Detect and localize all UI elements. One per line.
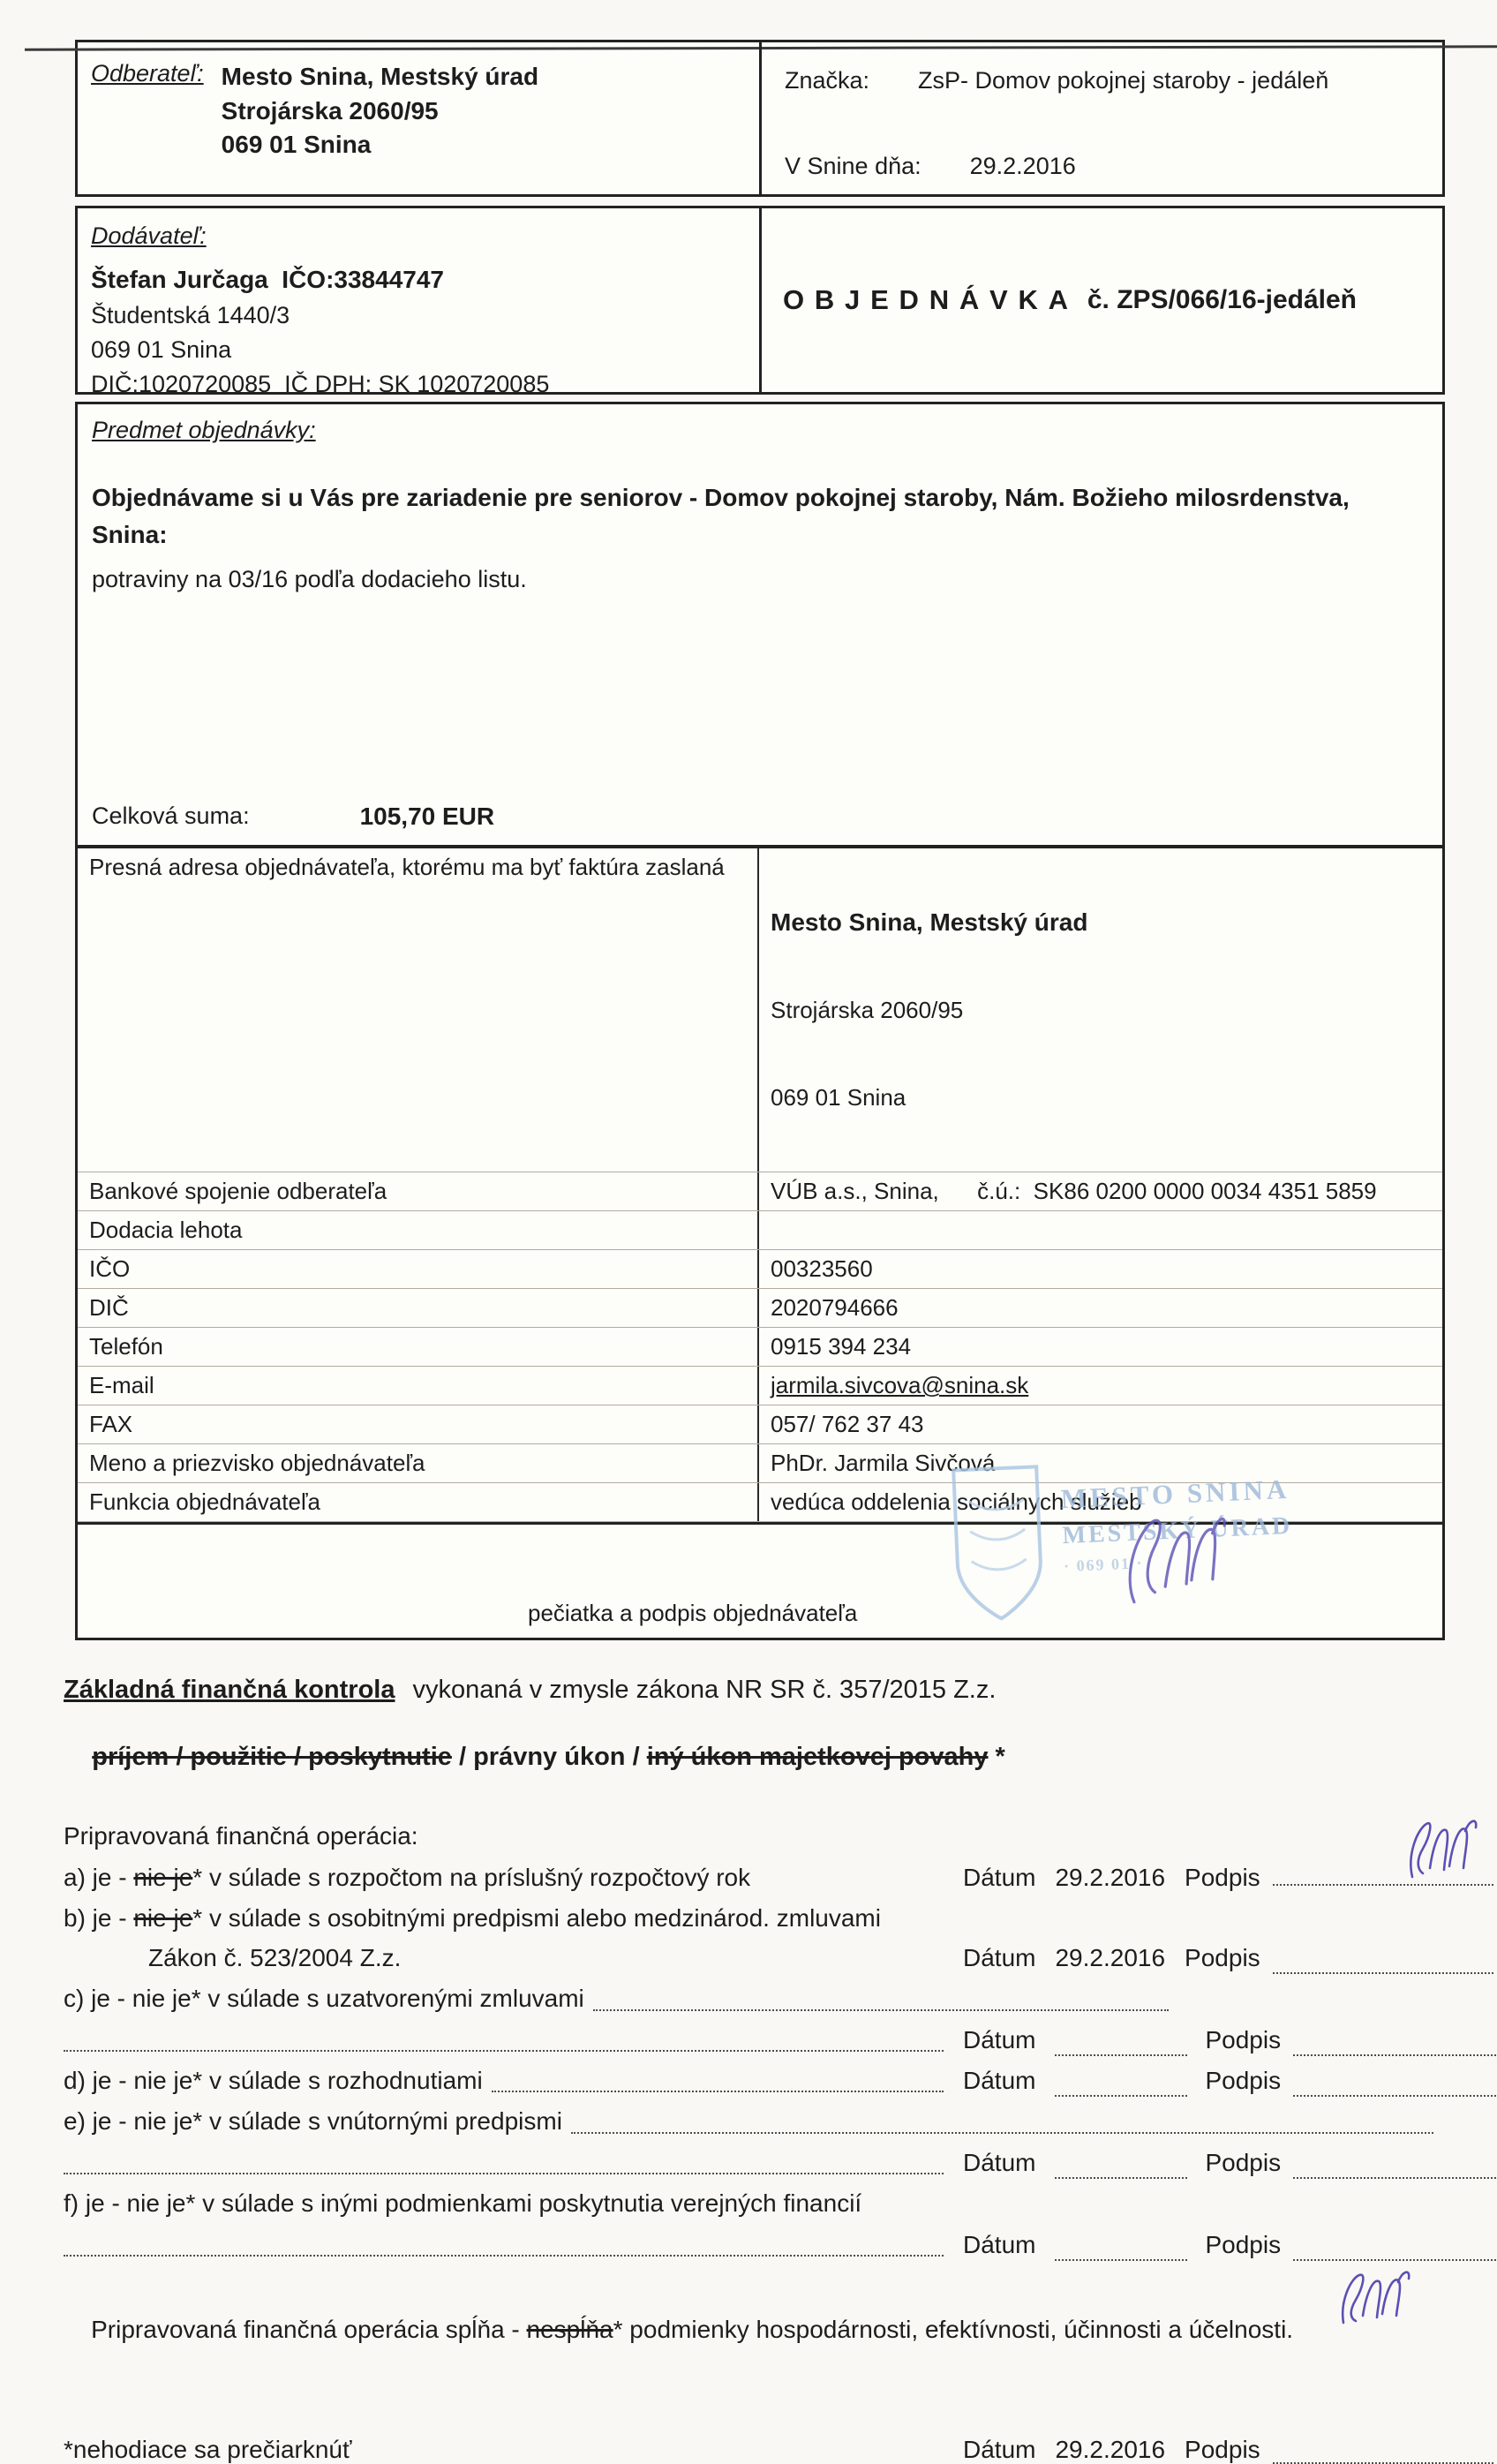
row-label: Presná adresa objednávateľa, ktorému ma byť faktúra zaslaná (89, 854, 725, 880)
item-a-sign-row (951, 1859, 1493, 1894)
invoice-address-line: Mesto Snina, Mestský úrad (771, 908, 1088, 936)
row-label: Bankové spojenie odberateľa (89, 1178, 387, 1204)
subject-line-bold: Objednávame si u Vás pre zariadenie pre seniorov - Domov pokojnej staroby, Nám. Božieho milosrdenstva, Snina: (92, 484, 1350, 548)
date-label: Dátum (963, 2230, 1036, 2258)
total-value: 105,70 EUR (359, 802, 495, 830)
row-value (757, 1211, 1442, 1249)
row-label: FAX (89, 1411, 133, 1437)
type-struck-1: príjem / použitie / poskytnutie (92, 1743, 452, 1771)
control-item-f-sign (64, 2229, 1441, 2261)
signature-dotted-line (1293, 2030, 1497, 2056)
approver-signature-graphic (1333, 2264, 1414, 2335)
stamp-shield-icon (943, 1459, 1054, 1633)
operation-types-line (64, 1714, 1441, 1801)
footnote-text: *nehodiace sa prečiarknúť (64, 2435, 352, 2463)
table-row-bank (78, 1172, 1442, 1211)
item-e-sign-row (951, 2147, 1497, 2179)
item-b-sign-row (951, 1942, 1493, 1974)
control-item-b (64, 1903, 1441, 1974)
row-value: 057/ 762 37 43 (757, 1405, 1442, 1443)
supplier-street: Študentská 1440/3 (91, 301, 290, 328)
reference-label: Značka: (785, 67, 870, 94)
row-label: Meno a priezvisko objednávateľa (89, 1450, 425, 1476)
table-row-email (78, 1367, 1442, 1405)
reference-value: ZsP- Domov pokojnej staroby - jedáleň (918, 67, 1329, 94)
dotted-fill-line (571, 2107, 1433, 2134)
control-title-row (64, 1676, 1441, 1705)
date-value: 29.2.2016 (1055, 2435, 1166, 2463)
customer-address-line: Strojárska 2060/95 (221, 96, 439, 124)
dotted-continuation (64, 2025, 951, 2056)
control-item-d (64, 2065, 1441, 2097)
date-label: Dátum (963, 2066, 1036, 2094)
final-statement: Pripravovaná finančná operácia spĺňa - nespĺňa* podmienky hospodárnosti, efektívnosti, účinnosti a účelnosti. (64, 2287, 1441, 2400)
date-label: Dátum (963, 1864, 1036, 1891)
row-value: VÚB a.s., Snina, č.ú.: SK86 0200 0000 0034 4351 5859 (757, 1172, 1442, 1210)
supplier-city: 069 01 Snina (91, 335, 232, 363)
dotted-fill-line (64, 2025, 944, 2052)
place-date-value: 29.2.2016 (969, 153, 1076, 179)
date-label: Dátum (963, 1943, 1036, 1971)
row-label: Funkcia objednávateľa (89, 1488, 320, 1515)
stamp-caption: pečiatka a podpis objednávateľa (528, 1600, 858, 1626)
customer-header-box (75, 40, 1445, 197)
item-b-law-line: Zákon č. 523/2004 Z.z. (148, 1943, 402, 1971)
customer-address (222, 60, 538, 162)
order-title-cell (759, 208, 1442, 392)
control-item-e-sign (64, 2147, 1441, 2179)
row-value-email: jarmila.sivcova@snina.sk (757, 1367, 1442, 1405)
order-number: č. ZPS/066/16-jedáleň (1087, 285, 1357, 314)
type-asterisk: * (988, 1743, 1005, 1771)
reference-cell (759, 42, 1442, 194)
dotted-fill-line (64, 2148, 944, 2174)
dotted-continuation (64, 2230, 951, 2261)
item-d-text: d) je - nie je* v súlade s rozhodnutiami (64, 2065, 951, 2097)
supplier-label: Dodávateľ: (91, 222, 207, 249)
signature-label: Podpis (1205, 2230, 1282, 2258)
city-stamp (943, 1444, 1391, 1640)
dotted-continuation (64, 2148, 951, 2179)
invoice-address-line: Strojárska 2060/95 (771, 997, 964, 1023)
customer-address-line: Mesto Snina, Mestský úrad (221, 63, 539, 90)
signature-dotted-line (1293, 2152, 1497, 2179)
signature-label: Podpis (1205, 2025, 1282, 2053)
date-value: 29.2.2016 (1055, 1864, 1166, 1891)
control-item-c (64, 1983, 1441, 2015)
order-title: OBJEDNÁVKA (783, 284, 1079, 315)
table-row-invoice-address (78, 848, 1442, 1172)
total-label: Celková suma: (92, 802, 250, 829)
table-row-delivery-term (78, 1211, 1442, 1250)
date-dotted-line (1055, 2070, 1187, 2097)
scanned-order-document (0, 40, 1497, 2463)
orderer-signature-graphic (1102, 1487, 1240, 1624)
dotted-fill-line (492, 2066, 944, 2092)
supplier-name-ico: Štefan Jurčaga IČO:33844747 (91, 266, 444, 293)
date-label: Dátum (963, 2435, 1036, 2463)
date-value: 29.2.2016 (1055, 1943, 1166, 1971)
item-c-text: c) je - nie je* v súlade s uzatvorenými zmluvami (64, 1983, 1176, 2015)
control-item-e (64, 2106, 1441, 2137)
item-c-sign-row (951, 2024, 1497, 2056)
date-label: Dátum (963, 2148, 1036, 2176)
row-value: vedúca oddelenia sociálnych služieb (757, 1483, 1442, 1521)
row-value: PhDr. Jarmila Sivčová (757, 1444, 1442, 1482)
final-sign-row (951, 2436, 1493, 2464)
subject-label: Predmet objednávky: (92, 417, 316, 443)
row-label: DIČ (89, 1294, 129, 1321)
row-label: Telefón (89, 1333, 163, 1360)
dotted-fill-line (64, 2230, 944, 2257)
control-title: Základná finančná kontrola (64, 1676, 395, 1704)
item-f-text: f) je - nie je* v súlade s inými podmienkami poskytnutia verejných financií (64, 2189, 862, 2218)
table-row-fax (78, 1405, 1442, 1444)
date-dotted-line (1055, 2152, 1187, 2179)
prepared-operation-label: Pripravovaná finančná operácia: (64, 1822, 418, 1850)
supplier-tax-ids: DIČ:1020720085 IČ DPH: SK 1020720085 (91, 370, 550, 397)
row-value: 00323560 (757, 1250, 1442, 1288)
control-item-f (64, 2188, 1441, 2219)
table-row-phone (78, 1328, 1442, 1367)
financial-control-section (64, 1676, 1441, 2464)
signature-label: Podpis (1185, 2435, 1260, 2463)
item-a-text: a) je - nie je * v súlade s rozpočtom na príslušný rozpočtový rok (64, 1864, 751, 1891)
row-label: Dodacia lehota (89, 1217, 243, 1243)
supplier-cell (78, 208, 759, 397)
table-row-ico (78, 1250, 1442, 1289)
table-row-dic (78, 1289, 1442, 1328)
customer-label: Odberateľ: (91, 60, 204, 87)
signature-label: Podpis (1185, 1864, 1260, 1891)
signature-label: Podpis (1205, 2148, 1282, 2176)
item-b-text: b) je - nie je* v súlade s osobitnými predpismi alebo medzinárod. zmluvami Zákon č. 523/2004 Z.z. (64, 1903, 951, 1974)
stamp-line2: MESTSKÝ ÚRAD (1061, 1511, 1293, 1550)
order-subject-box (75, 402, 1445, 848)
subject-line-regular: potraviny na 03/16 podľa dodacieho listu. (92, 566, 527, 592)
signature-dotted-line (1293, 2070, 1497, 2097)
signature-label: Podpis (1205, 2066, 1282, 2094)
approver-signature-graphic (1398, 1813, 1486, 1888)
stamp-line3: · 069 01 · (1063, 1554, 1144, 1576)
row-label: IČO (89, 1255, 131, 1282)
signature-dotted-line (1273, 2438, 1493, 2464)
item-e-text: e) je - nie je* v súlade s vnútornými predpismi (64, 2106, 1441, 2137)
control-item-a (64, 1859, 1441, 1894)
type-struck-2: iný úkon majetkovej povahy (646, 1743, 989, 1771)
control-subtitle: vykonaná v zmysle zákona NR SR č. 357/2015 Z.z. (412, 1676, 997, 1704)
item-f-sign-row (951, 2229, 1497, 2261)
total-row (92, 802, 494, 831)
item-d-sign-row (951, 2065, 1497, 2097)
date-dotted-line (1055, 2234, 1187, 2261)
dotted-fill-line (593, 1985, 1169, 2011)
stamp-line1: MESTO SNINA (1059, 1473, 1290, 1515)
date-dotted-line (1055, 2030, 1187, 2056)
signature-label: Podpis (1185, 1943, 1260, 1971)
date-label: Dátum (963, 2025, 1036, 2053)
signature-dotted-line (1293, 2234, 1497, 2261)
invoice-address-line: 069 01 Snina (771, 1084, 906, 1111)
row-value (757, 848, 1442, 1172)
type-kept: / právny úkon / (451, 1743, 647, 1771)
signature-dotted-line (1273, 1948, 1493, 1974)
customer-address-line: 069 01 Snina (221, 131, 372, 159)
footnote-row (64, 2436, 1441, 2464)
row-value: 2020794666 (757, 1289, 1442, 1327)
supplier-order-box (75, 206, 1445, 395)
details-table (75, 846, 1445, 1640)
row-value: 0915 394 234 (757, 1328, 1442, 1366)
place-date-label: V Snine dňa: (785, 153, 922, 179)
control-item-c-sign (64, 2024, 1441, 2056)
customer-cell (78, 42, 759, 194)
row-label: E-mail (89, 1372, 154, 1398)
